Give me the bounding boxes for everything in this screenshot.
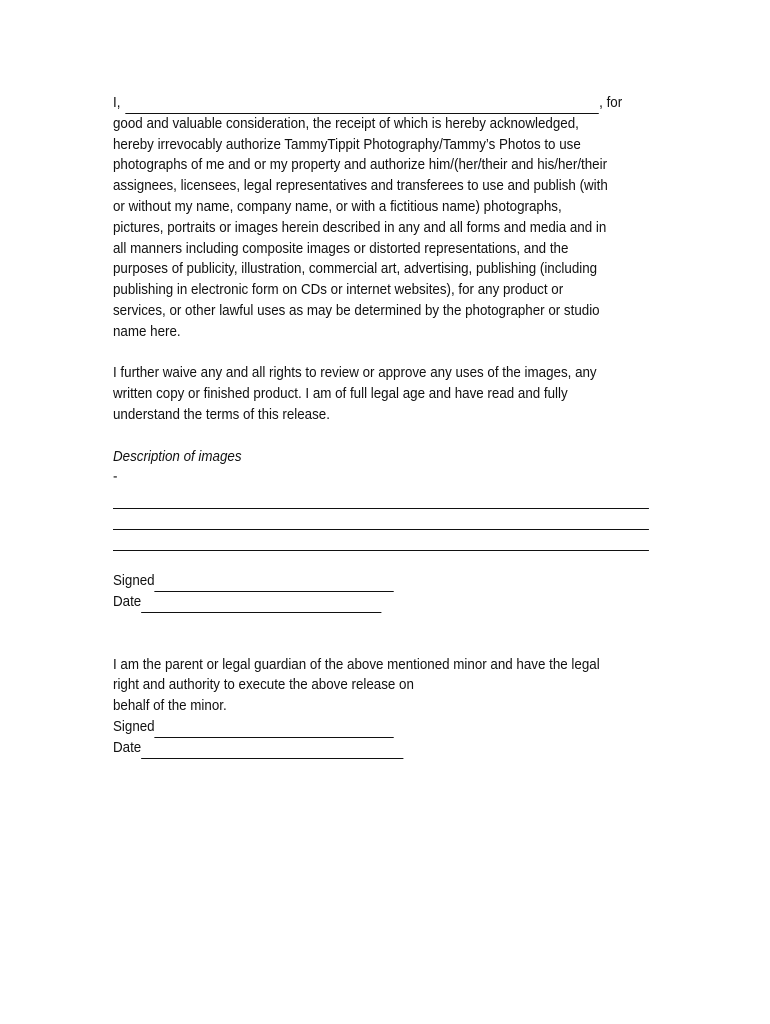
guardian-line: behalf of the minor. xyxy=(113,697,227,715)
spacer xyxy=(113,343,659,364)
intro-suffix: , for xyxy=(599,94,623,111)
waiver-line: understand the terms of this release. xyxy=(113,405,330,423)
signature-field[interactable] xyxy=(155,576,394,592)
signed-row xyxy=(113,571,659,592)
waiver-line: written copy or finished product. I am of full legal age and have read and fully xyxy=(113,385,568,403)
authorization-paragraph xyxy=(113,114,659,343)
guardian-signed-row xyxy=(113,717,659,738)
authorization-line: assignees, licensees, legal representatives and transferees to use and publish (with xyxy=(113,177,608,195)
description-line-1[interactable] xyxy=(113,488,649,509)
guardian-date-field[interactable] xyxy=(141,743,403,759)
authorization-line: name here. xyxy=(113,322,181,340)
guardian-date-label: Date xyxy=(113,738,142,756)
name-blank-field[interactable] xyxy=(126,98,599,114)
description-dash: - xyxy=(113,468,118,486)
spacer xyxy=(113,551,659,572)
description-line-2[interactable] xyxy=(113,509,649,530)
authorization-line: publishing in electronic form on CDs or internet websites), for any product or xyxy=(113,281,564,299)
release-form xyxy=(113,93,659,759)
spacer xyxy=(113,426,659,447)
intro-line xyxy=(113,93,659,114)
authorization-line: good and valuable consideration, the receipt of which is hereby acknowledged, xyxy=(113,114,579,132)
date-field[interactable] xyxy=(141,597,381,613)
description-heading: Description of images xyxy=(113,447,242,465)
guardian-signature-field[interactable] xyxy=(155,722,394,738)
waiver-line: I further waive any and all rights to review or approve any uses of the images, any xyxy=(113,364,597,382)
waiver-paragraph xyxy=(113,363,659,425)
date-label: Date xyxy=(113,593,142,611)
authorization-line: purposes of publicity, illustration, commercial art, advertising, publishing (including xyxy=(113,260,598,278)
guardian-line: I am the parent or legal guardian of the above mentioned minor and have the legal xyxy=(113,655,600,673)
guardian-line: right and authority to execute the above release on xyxy=(113,676,414,694)
spacer xyxy=(113,613,659,655)
authorization-line: all manners including composite images or distorted representations, and the xyxy=(113,239,569,257)
date-row xyxy=(113,592,659,613)
authorization-line: services, or other lawful uses as may be determined by the photographer or studio xyxy=(113,301,600,319)
description-line-3[interactable] xyxy=(113,530,649,551)
authorization-line: or without my name, company name, or with a fictitious name) photographs, xyxy=(113,197,562,215)
guardian-date-row xyxy=(113,738,659,759)
guardian-paragraph xyxy=(113,655,659,717)
guardian-signed-label: Signed xyxy=(113,717,155,735)
authorization-line: pictures, portraits or images herein described in any and all forms and media and in xyxy=(113,218,607,236)
authorization-line: photographs of me and or my property and authorize him/(her/their and his/her/their xyxy=(113,156,608,174)
signed-label: Signed xyxy=(113,572,155,590)
intro-prefix: I, xyxy=(113,94,121,111)
authorization-line: hereby irrevocably authorize TammyTippit Photography/Tammy’s Photos to use xyxy=(113,135,581,153)
